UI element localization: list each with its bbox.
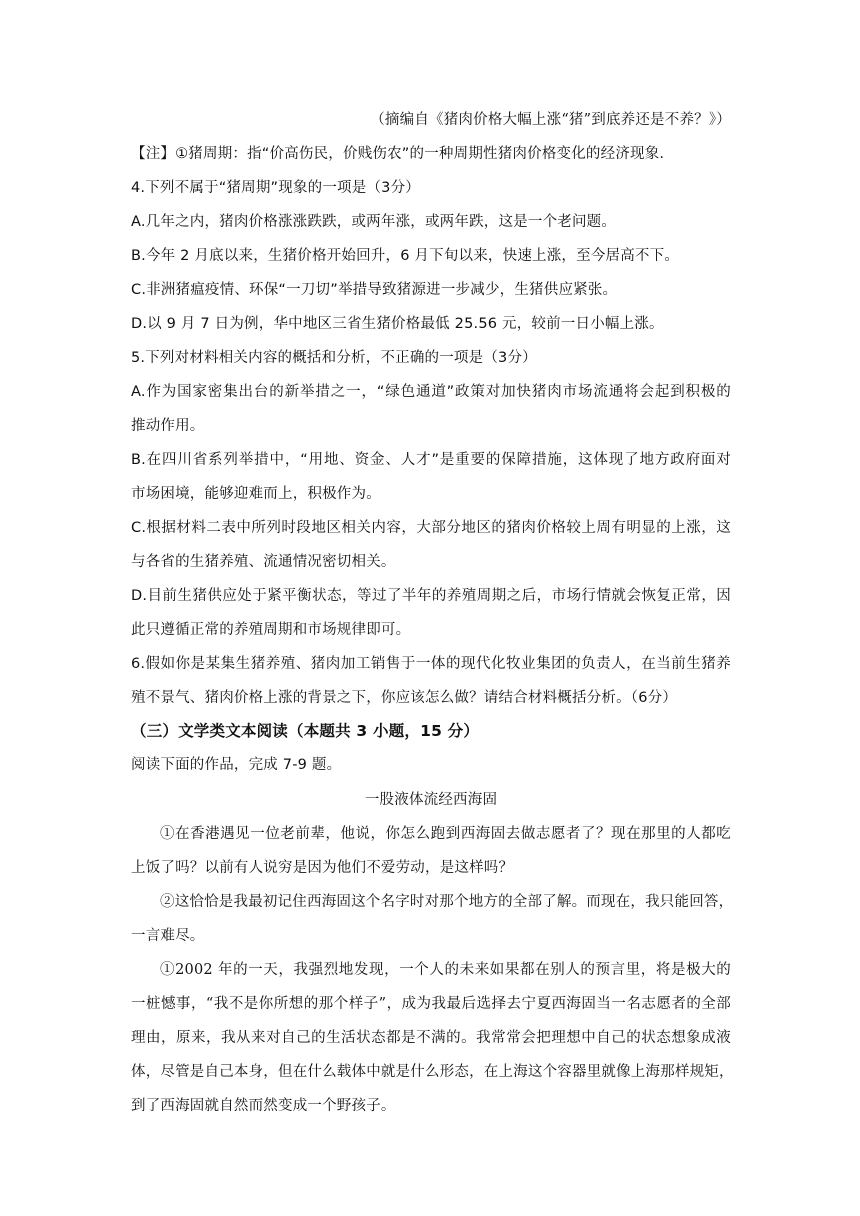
question-5-option-b-line-1: B.在四川省系列举措中，“用地、资金、人才”是重要的保障措施，这体现了地方政府面对 xyxy=(131,452,731,468)
paragraph-2-line-2: 一言难尽。 xyxy=(131,928,205,944)
question-5-option-a-line-2: 推动作用。 xyxy=(131,418,205,434)
question-5-stem: 5.下列对材料相关内容的概括和分析，不正确的一项是（3分） xyxy=(131,350,537,366)
question-5-option-d-line-1: D.目前生猪供应处于紧平衡状态，等过了半年的养殖周期之后，市场行情就会恢复正常，因 xyxy=(131,588,731,604)
question-5-option-a-line-1: A.作为国家密集出台的新举措之一，“绿色通道”政策对加快猪肉市场流通将会起到积极的 xyxy=(131,384,731,400)
question-4-stem: 4.下列不属于“猪周期”现象的一项是（3分） xyxy=(131,180,420,196)
paragraph-3-line-2: 一桩憾事，“我不是你所想的那个样子”，成为我最后选择去宁夏西海固当一名志愿者的全部 xyxy=(131,996,731,1012)
question-4-option-c: C.非洲猪瘟疫情、环保“一刀切”举措导致猪源进一步减少，生猪供应紧张。 xyxy=(131,282,618,298)
question-5-option-c-line-2: 与各省的生猪养殖、流通情况密切相关。 xyxy=(131,554,396,570)
question-5-option-d-line-2: 此只遵循正常的养殖周期和市场规律即可。 xyxy=(131,622,411,638)
paragraph-2-line-1: ②这恰恰是我最初记住西海固这个名字时对那个地方的全部了解。而现在，我只能回答， xyxy=(160,894,734,910)
question-4-option-b: B.今年 2 月底以来，生猪价格开始回升，6 月下旬以来，快速上涨，至今居高不下。 xyxy=(131,248,680,264)
paragraph-1-line-2: 上饭了吗？以前有人说穷是因为他们不爱劳动，是这样吗？ xyxy=(131,860,514,876)
reading-instruction: 阅读下面的作品，完成 7-9 题。 xyxy=(131,757,342,773)
question-4-option-d: D.以 9 月 7 日为例，华中地区三省生猪价格最低 25.56 元，较前一日小幅上涨。 xyxy=(131,316,664,332)
source-citation: （摘编自《猪肉价格大幅上涨“猪”到底养还是不养？》） xyxy=(370,112,731,128)
question-4-option-a: A.几年之内，猪肉价格涨涨跌跌，或两年涨，或两年跌，这是一个老问题。 xyxy=(131,214,617,230)
paragraph-1-line-1: ①在香港遇见一位老前辈，他说，你怎么跑到西海固去做志愿者了？现在那里的人都吃 xyxy=(160,826,731,842)
footnote: 【注】①猪周期：指“价高伤民，价贱伤农”的一种周期性猪肉价格变化的经济现象. xyxy=(131,146,665,162)
paragraph-3-line-5: 到了西海固就自然而然变成一个野孩子。 xyxy=(131,1098,396,1114)
section-heading: （三）文学类文本阅读（本题共 3 小题，15 分） xyxy=(131,722,480,740)
paragraph-3-line-3: 理由，原来，我从来对自己的生活状态都是不满的。我常常会把理想中自己的状态想象成液 xyxy=(131,1030,731,1046)
question-6-line-1: 6.假如你是某集生猪养殖、猪肉加工销售于一体的现代化牧业集团的负责人，在当前生猪养 xyxy=(131,656,731,672)
article-title: 一股液体流经西海固 xyxy=(364,792,498,808)
question-5-option-c-line-1: C.根据材料二表中所列时段地区相关内容，大部分地区的猪肉价格较上周有明显的上涨，这 xyxy=(131,520,731,536)
question-6-line-2: 殖不景气、猪肉价格上涨的背景之下，你应该怎么做？请结合材料概括分析。（6分） xyxy=(131,690,678,706)
question-5-option-b-line-2: 市场困境，能够迎难而上，积极作为。 xyxy=(131,486,381,502)
paragraph-3-line-1: ①2002 年的一天，我强烈地发现，一个人的未来如果都在别人的预言里，将是极大的 xyxy=(160,962,731,978)
paragraph-3-line-4: 体，尽管是自己本身，但在什么载体中就是什么形态，在上海这个容器里就像上海那样规矩， xyxy=(131,1064,734,1080)
